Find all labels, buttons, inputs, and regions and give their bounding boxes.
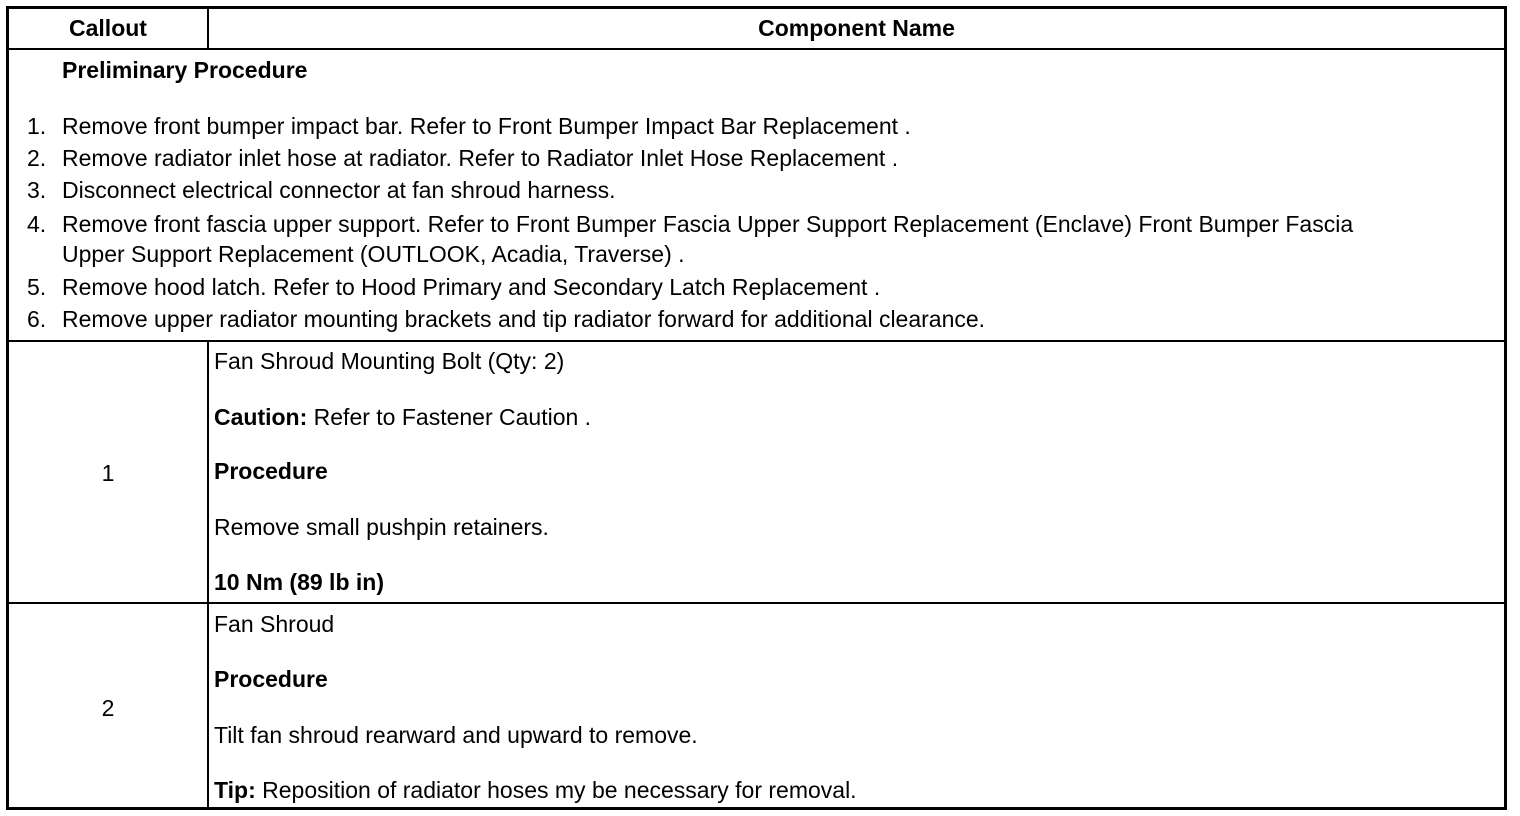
step-text: Remove front fascia upper support. Refer to Front Bumper Fascia Upper Support Replacement (Enclave) Front Bumper Fascia <box>62 211 1354 237</box>
caution-note <box>214 403 591 431</box>
step-text: Remove front bumper impact bar. Refer to Front Bumper Impact Bar Replacement . <box>62 113 911 139</box>
step-number: 2. <box>27 145 47 171</box>
step-number: 1. <box>27 113 47 139</box>
tip-note <box>214 776 857 804</box>
caution-label: Caution: <box>214 404 308 430</box>
step-text: Remove upper radiator mounting brackets and tip radiator forward for additional clearance. <box>62 306 986 332</box>
procedure-label: Procedure <box>214 666 328 692</box>
header-callout: Callout <box>69 15 147 41</box>
callout-number: 1 <box>101 460 115 486</box>
callout-number: 2 <box>101 695 115 721</box>
torque-spec: 10 Nm (89 lb in) <box>214 569 384 595</box>
tip-text: Reposition of radiator hoses my be necessary for removal. <box>255 777 857 803</box>
step-text: Remove hood latch. Refer to Hood Primary and Secondary Latch Replacement . <box>62 274 881 300</box>
step-text: Remove radiator inlet hose at radiator. Refer to Radiator Inlet Hose Replacement . <box>62 145 899 171</box>
header-divider <box>9 48 1504 50</box>
preliminary-divider <box>9 340 1504 342</box>
rows-column-divider <box>207 340 209 807</box>
component-name: Fan Shroud <box>214 611 335 637</box>
caution-text: Refer to Fastener Caution . <box>307 404 592 430</box>
component-name: Fan Shroud Mounting Bolt (Qty: 2) <box>214 348 565 374</box>
step-text-continued: Upper Support Replacement (OUTLOOK, Acadia, Traverse) . <box>62 241 685 267</box>
row-divider <box>9 602 1504 604</box>
step-number: 5. <box>27 274 47 300</box>
procedure-label: Procedure <box>214 458 328 484</box>
step-number: 3. <box>27 177 47 203</box>
step-text: Disconnect electrical connector at fan shroud harness. <box>62 177 616 203</box>
procedure-text: Tilt fan shroud rearward and upward to remove. <box>214 722 698 748</box>
preliminary-heading: Preliminary Procedure <box>62 57 308 83</box>
procedure-table <box>6 6 1507 810</box>
tip-label: Tip: <box>214 777 256 803</box>
step-number: 6. <box>27 306 47 332</box>
header-component-name: Component Name <box>758 15 955 41</box>
procedure-text: Remove small pushpin retainers. <box>214 514 549 540</box>
step-number: 4. <box>27 211 47 237</box>
